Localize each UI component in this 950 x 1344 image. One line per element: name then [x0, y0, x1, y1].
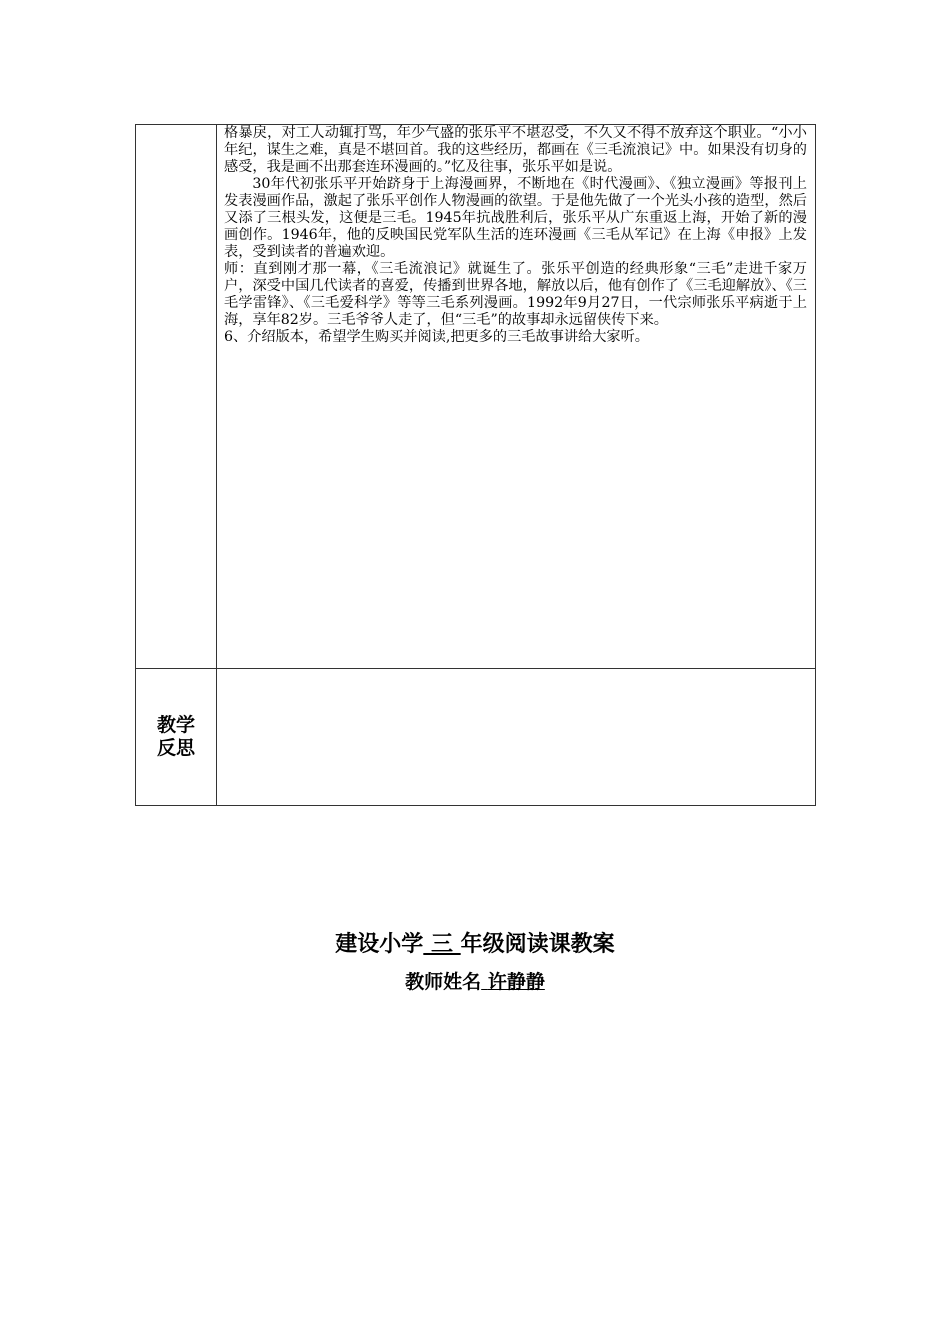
reflection-label-line-1: 教学 [156, 714, 195, 736]
content-paragraph-3: 师：直到刚才那一幕，《三毛流浪记》就诞生了。张乐平创造的经典形象“三毛”走进千家万户，深受中国几代读者的喜爱，传播到世界各地，解放以后，他有创作了《三毛迎解放》、《三毛学雷锋》、《三毛爱科学》等等三毛系列漫画。1992年9月27日，一代宗师张乐平病逝于上海，享年82岁。三毛爷爷人走了，但“三毛”的故事却永远留侠传下来。 [224, 261, 807, 328]
teacher-label: 教师姓名 [405, 971, 482, 993]
lesson-content [217, 125, 815, 346]
reflection-row [136, 669, 816, 806]
content-cell [217, 125, 816, 669]
content-paragraph-2: 30年代初张乐平开始跻身于上海漫画界，不断地在《时代漫画》、《独立漫画》等报刊上发表漫画作品，激起了张乐平创作人物漫画的欲望。于是他先做了一个光头小孩的造型，然后又添了三根头发，这便是三毛。1945年抗战胜利后，张乐平从广东重返上海，开始了新的漫画创作。1946年，他的反映国民党军队生活的连环漫画《三毛从军记》在上海《申报》上发表，受到读者的普遍欢迎。 [224, 176, 807, 260]
content-row [136, 125, 816, 669]
teacher-line [0, 968, 950, 996]
lesson-plan-title [0, 930, 950, 960]
title-suffix: 年级阅读课教案 [460, 932, 615, 957]
reflection-label [136, 669, 217, 806]
content-label-cell [136, 125, 217, 669]
reflection-label-line-2: 反思 [156, 737, 195, 759]
school-name: 建设小学 [335, 932, 424, 957]
lesson-plan-table [135, 124, 816, 806]
teacher-name-field: 许静静 [487, 971, 545, 993]
content-paragraph-1: 格暴戾，对工人动辄打骂，年少气盛的张乐平不堪忍受，不久又不得不放弃这个职业。“小小年纪，谋生之难，真是不堪回首。我的这些经历，都画在《三毛流浪记》中。如果没有切身的感受，我是画不出那套连环漫画的。”忆及往事，张乐平如是说。 [224, 125, 807, 175]
grade-value: 三 [430, 932, 453, 957]
content-paragraph-4: 6、介绍版本，希望学生购买并阅读,把更多的三毛故事讲给大家听。 [224, 329, 649, 345]
reflection-content-cell [217, 669, 816, 806]
